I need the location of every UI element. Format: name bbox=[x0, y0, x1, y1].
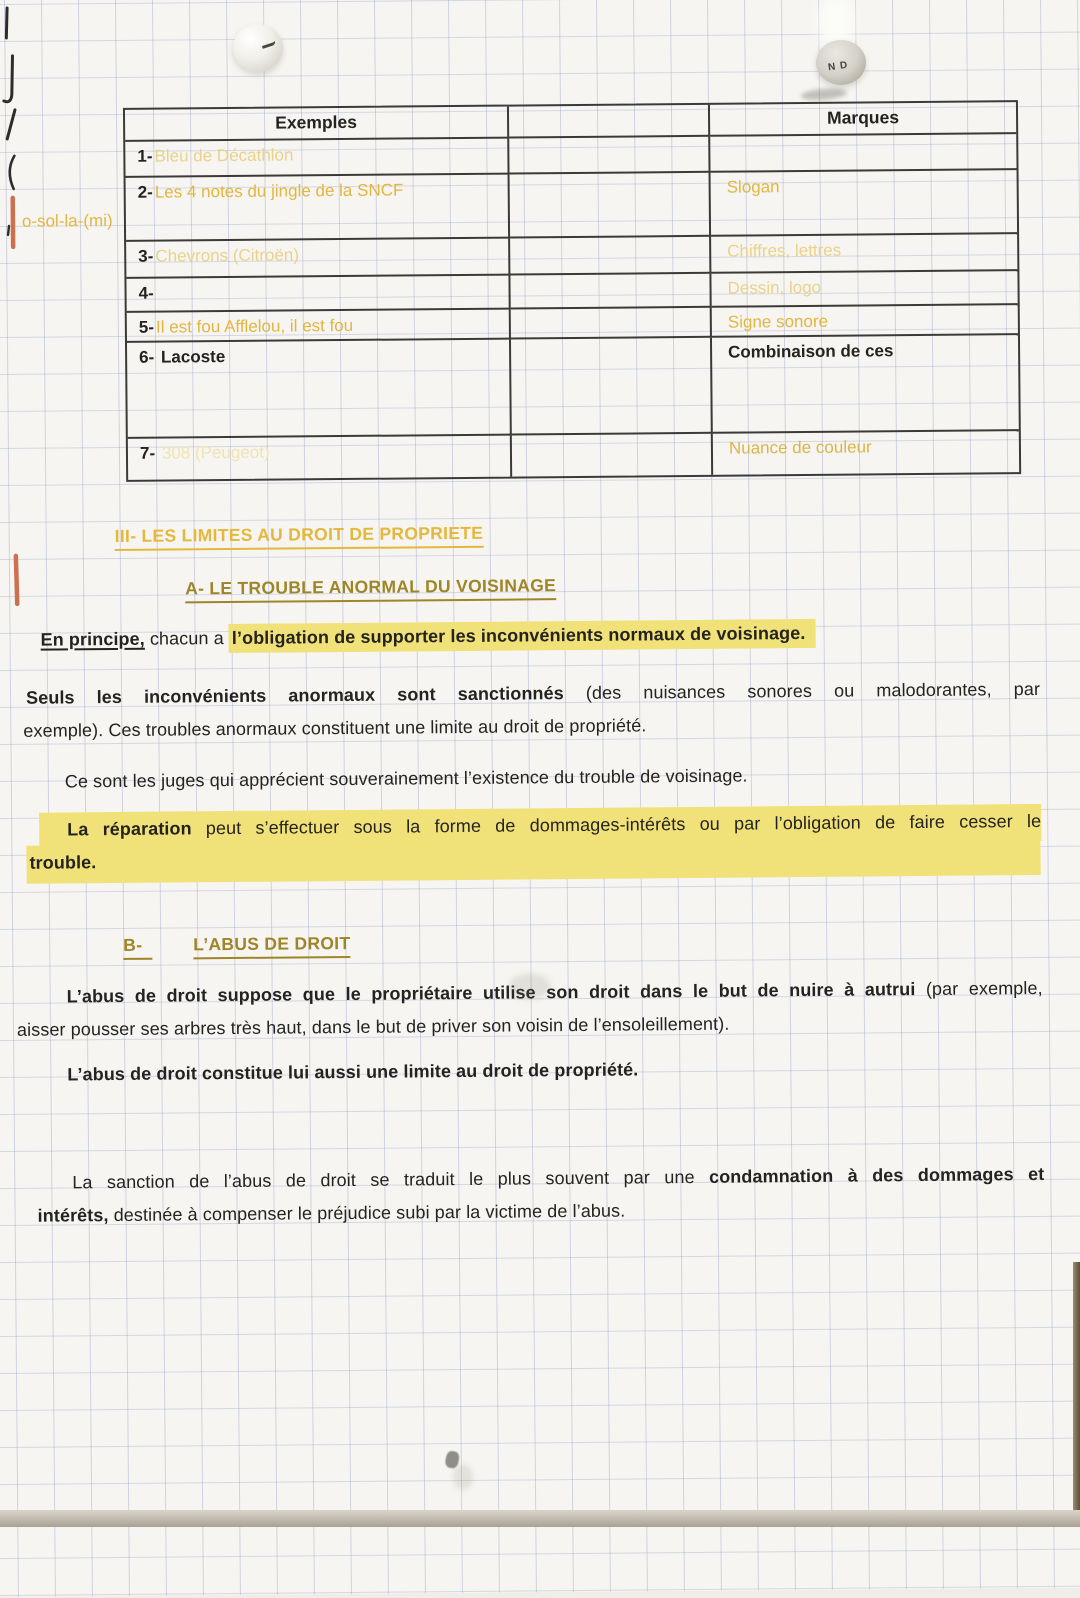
table-row: 3- Chevrons (Citroën) bbox=[126, 239, 510, 279]
subsection-b-label: B- bbox=[123, 935, 152, 960]
table-cell-empty bbox=[510, 237, 711, 276]
table-cell-marque bbox=[710, 134, 1016, 173]
paragraph-reparation-line2: trouble. bbox=[26, 837, 1040, 884]
table-row: 7- 308 (Peugeot) bbox=[128, 436, 512, 480]
paragraph-abus-suppose-line1: L’abus de droit suppose que le propriétaire utilise son droit dans le but de nuire à autrui (par exemple, bbox=[66, 977, 1043, 1007]
subsection-heading-trouble-voisinage: A- LE TROUBLE ANORMAL DU VOISINAGE bbox=[185, 575, 556, 603]
table-cell-empty bbox=[510, 173, 712, 239]
table-cell-marque: Chiffres, lettres bbox=[711, 234, 1017, 274]
table-row: 5- Il est fou Afflelou, il est fou bbox=[127, 310, 511, 343]
table-cell-marque: Combinaison de ces bbox=[712, 335, 1019, 434]
table-cell-empty bbox=[510, 274, 711, 310]
paragraph-reparation-line1: La réparation peut s’effectuer sous la forme de dommages-intérêts ou par l’obligation de faire cesser le bbox=[39, 804, 1041, 850]
page-right-edge bbox=[1073, 1262, 1080, 1527]
paragraph-seuls-inconvenients-line2: exemple). Ces troubles anormaux constituent une limite au droit de propriété. bbox=[23, 715, 647, 741]
paragraph-sanction-line1: La sanction de l’abus de droit se traduit le plus souvent par une condamnation à des dommages et bbox=[72, 1163, 1045, 1193]
table-cell-marque: Dessin, logo bbox=[711, 271, 1017, 308]
paragraph-abus-constitue: L’abus de droit constitue lui aussi une limite au droit de propriété. bbox=[67, 1059, 639, 1085]
table-row: 4- bbox=[126, 276, 510, 313]
table-header-middle bbox=[509, 105, 710, 139]
paragraph-abus-suppose-line2: aisser pousser ses arbres très haut, dans le but de priver son voisin de l’ensoleillement). bbox=[16, 1013, 730, 1040]
table-cell-empty bbox=[511, 338, 713, 436]
table-row: 2- Les 4 notes du jingle de la SNCF bbox=[126, 175, 511, 242]
table-cell-empty bbox=[509, 137, 710, 175]
table-cell-marque: Slogan bbox=[711, 170, 1018, 237]
paragraph-juges: Ce sont les juges qui apprécient souverainement l’existence du trouble de voisinage. bbox=[64, 765, 748, 792]
paragraph-en-principe: En principe, chacun a l’obligation de supporter les inconvénients normaux de voisinage. bbox=[40, 620, 815, 654]
table-cell-empty bbox=[512, 434, 713, 477]
table-cell-marque: Signe sonore bbox=[712, 305, 1018, 338]
subsection-heading-abus-de-droit: L’ABUS DE DROIT bbox=[193, 933, 350, 959]
table-row2-overflow-text: o-sol-la-(mi) bbox=[21, 211, 113, 231]
table-row: 6- Lacoste bbox=[127, 340, 512, 439]
table-header-marques: Marques bbox=[710, 102, 1016, 137]
marques-table bbox=[21, 100, 1021, 482]
table-cell-marque: Nuance de couleur bbox=[728, 437, 872, 458]
paragraph-seuls-inconvenients-line1: Seuls les inconvénients anormaux sont sanctionnés (des nuisances sonores ou malodorantes, par bbox=[26, 678, 1041, 708]
push-pin-left-icon bbox=[233, 24, 283, 72]
section-heading-limites: III- LES LIMITES AU DROIT DE PROPRIETE bbox=[115, 523, 484, 551]
table-row: 1- Bleu de Décathlon bbox=[125, 139, 509, 178]
pencil-smudge bbox=[453, 1464, 473, 1490]
page-bottom-edge bbox=[0, 1510, 1080, 1527]
push-pin-engraving: N D bbox=[827, 59, 849, 74]
table-header-exemples: Exemples bbox=[125, 107, 509, 142]
paragraph-sanction-line2: intérêts, destinée à compenser le préjudice subi par la victime de l’abus. bbox=[37, 1200, 626, 1226]
push-pin-right-icon bbox=[816, 40, 866, 85]
table-cell-empty bbox=[511, 308, 712, 340]
